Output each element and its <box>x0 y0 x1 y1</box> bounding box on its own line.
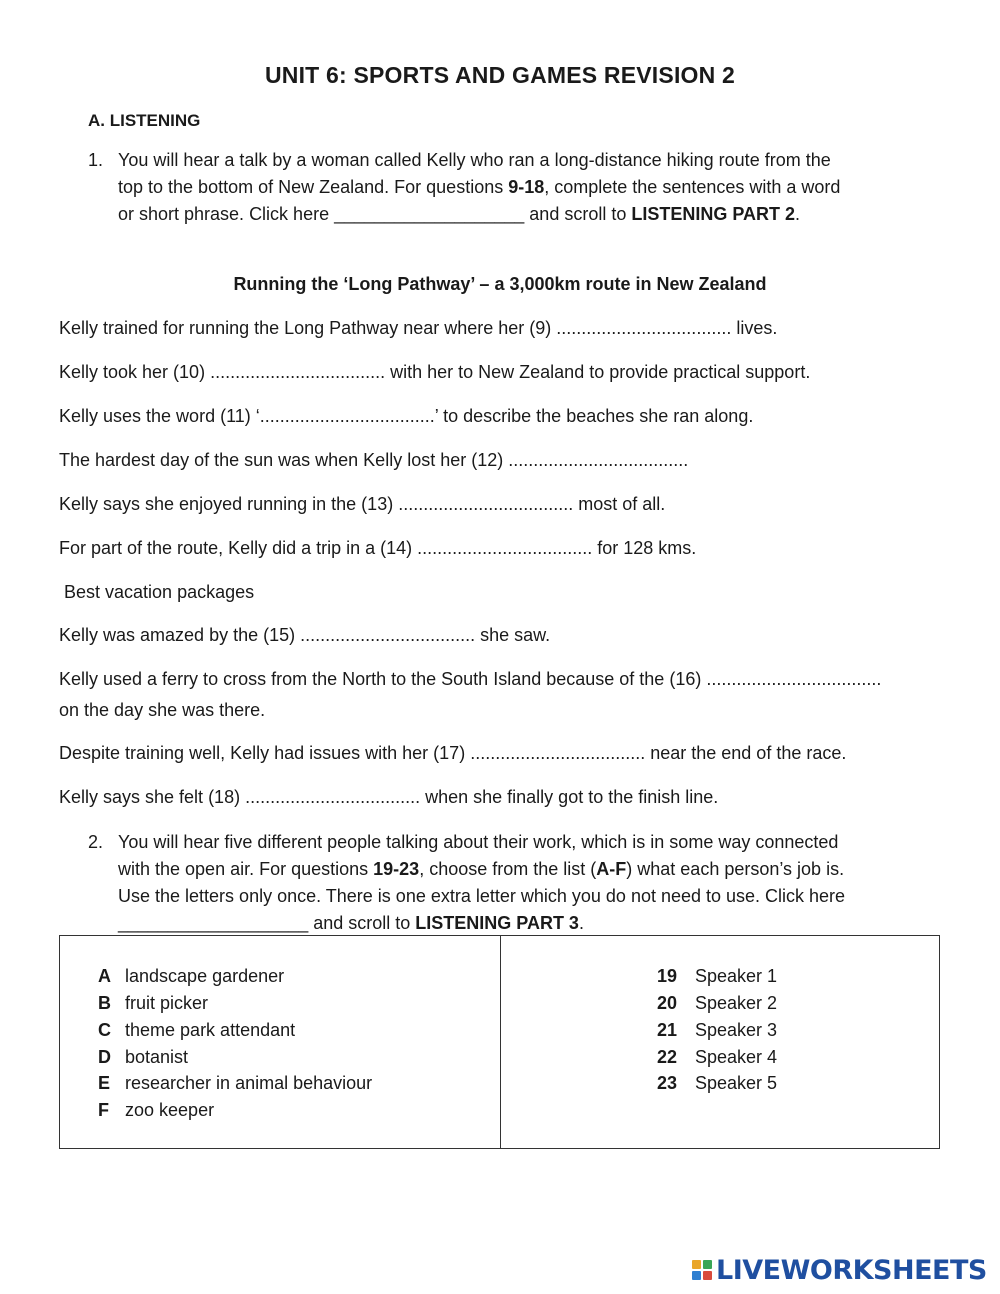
option-b: B fruit picker <box>98 993 209 1013</box>
option-c: C theme park attendant <box>98 1020 296 1040</box>
section-subtitle: Running the ‘Long Pathway’ – a 3,000km route in New Zealand <box>233 274 767 294</box>
speaker-20[interactable]: 20 Speaker 2 <box>657 993 778 1013</box>
question-10[interactable]: Kelly took her (10) ................................... with her to New Zealand to provide practical support. <box>59 362 811 382</box>
question-15[interactable]: Kelly was amazed by the (15) ................................... she saw. <box>59 625 551 645</box>
question-17[interactable]: Despite training well, Kelly had issues with her (17) ................................... near the end of the race. <box>59 743 847 763</box>
question-12[interactable]: The hardest day of the sun was when Kelly lost her (12) .................................... <box>59 450 689 470</box>
ad-link[interactable]: Best vacation packages <box>59 582 255 602</box>
section-heading: A. LISTENING <box>88 111 201 130</box>
logo-square <box>692 1260 701 1269</box>
task-number: 1. <box>88 150 104 170</box>
speaker-21[interactable]: 21 Speaker 3 <box>657 1020 778 1040</box>
liveworksheets-logo <box>692 1254 987 1286</box>
logo-square <box>692 1271 701 1280</box>
option-e: E researcher in animal behaviour <box>98 1073 373 1093</box>
question-11[interactable]: Kelly uses the word (11) ‘...................................’ to describe the beaches she ran along. <box>59 406 754 426</box>
option-d: D botanist <box>98 1047 189 1067</box>
task-number: 2. <box>88 832 104 852</box>
logo-square <box>703 1271 712 1280</box>
logo-square <box>703 1260 712 1269</box>
task1-instructions: You will hear a talk by a woman called Kelly who ran a long-distance hiking route from the top to the bottom of New Zealand. For questions 9-18, complete the sentences with a word or short phrase. Click here ___________________ and scroll to LISTENING PART 2. <box>118 150 841 224</box>
page-title: UNIT 6: SPORTS AND GAMES REVISION 2 <box>264 62 736 88</box>
speaker-23[interactable]: 23 Speaker 5 <box>657 1073 778 1093</box>
speaker-19[interactable]: 19 Speaker 1 <box>657 966 778 986</box>
question-16[interactable]: Kelly used a ferry to cross from the North to the South Island because of the (16) ................................... <box>59 669 882 689</box>
question-13[interactable]: Kelly says she enjoyed running in the (13) ................................... most of all. <box>59 494 666 514</box>
question-14[interactable]: For part of the route, Kelly did a trip in a (14) ................................... for 128 kms. <box>59 538 697 558</box>
question-9[interactable]: Kelly trained for running the Long Pathway near where her (9) ................................... lives. <box>59 318 778 338</box>
option-f: F zoo keeper <box>98 1100 215 1120</box>
question-18[interactable]: Kelly says she felt (18) ................................... when she finally got to the finish line. <box>59 787 719 807</box>
task2-instructions: You will hear five different people talking about their work, which is in some way connected with the open air. For questions 19-23, choose from the list (A-F) what each person’s job is. Use the letters only once. There is one extra letter which you do not need to use. Click here ___________________ and scroll to LISTENING PART 3. <box>118 832 846 933</box>
speaker-22[interactable]: 22 Speaker 4 <box>657 1047 778 1067</box>
matching-table <box>59 935 940 1149</box>
logo-text: LIVEWORKSHEETS <box>716 1254 987 1286</box>
option-a: A landscape gardener <box>98 966 285 986</box>
question-16-continued: on the day she was there. <box>59 700 266 720</box>
liveworksheets-logo-icon <box>692 1260 712 1280</box>
table-divider <box>500 936 501 1148</box>
